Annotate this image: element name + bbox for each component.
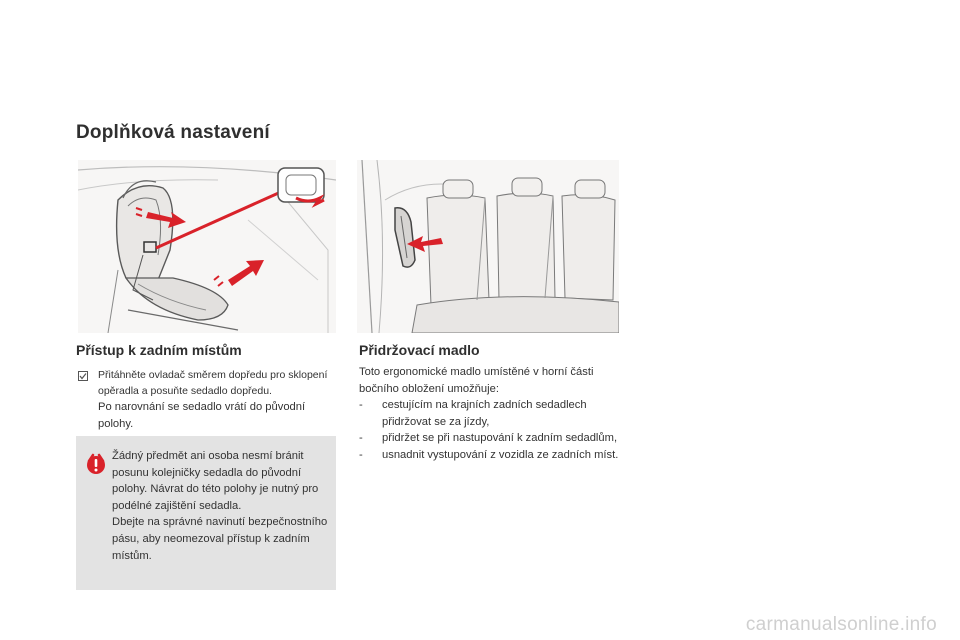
grab-handle-description bbox=[359, 364, 629, 464]
list-item bbox=[359, 430, 629, 447]
list-item-text: cestujícím na krajních zadních sedadlech přidržovat se za jízdy, bbox=[382, 399, 587, 428]
exclamation-warning-icon bbox=[86, 453, 106, 480]
list-item bbox=[359, 447, 629, 464]
seat-access-instruction bbox=[78, 368, 343, 432]
dash-bullet: - bbox=[359, 432, 363, 445]
seat-access-heading: Přístup k zadním místům bbox=[76, 342, 242, 358]
grab-handle-heading: Přidržovací madlo bbox=[359, 342, 480, 358]
warning-text-track: Žádný předmět ani osoba nesmí bránit posunu kolejničky sedadla do původní polohy. Návrat do této polohy je nutný pro podélné zajištění sedadla. bbox=[112, 450, 319, 512]
list-item-text: přidržet se při nastupování k zadním sedadlům, bbox=[382, 432, 618, 445]
grab-handle-intro: Toto ergonomické madlo umístěné v horní části bočního obložení umožňuje: bbox=[359, 366, 594, 395]
seat-access-illustration bbox=[78, 160, 336, 333]
warning-text-belt: Dbejte na správné navinutí bezpečnostního pásu, aby neomezoval přístup k zadním místům. bbox=[112, 516, 328, 562]
warning-box bbox=[76, 436, 336, 590]
watermark: carmanualsonline.info bbox=[745, 614, 937, 635]
seat-access-return-note: Po narovnání se sedadlo vrátí do původní polohy. bbox=[98, 401, 306, 430]
grab-handle-illustration bbox=[357, 160, 619, 333]
list-item bbox=[359, 397, 629, 430]
dash-bullet: - bbox=[359, 448, 363, 461]
page-title: Doplňková nastavení bbox=[76, 122, 270, 143]
bullet-icon bbox=[78, 371, 88, 387]
seat-access-step: Přitáhněte ovladač směrem dopředu pro sklopení opěradla a posuňte sedadlo dopředu. bbox=[98, 369, 328, 397]
list-item-text: usnadnit vystupování z vozidla ze zadních míst. bbox=[382, 448, 619, 461]
dash-bullet: - bbox=[359, 399, 363, 412]
